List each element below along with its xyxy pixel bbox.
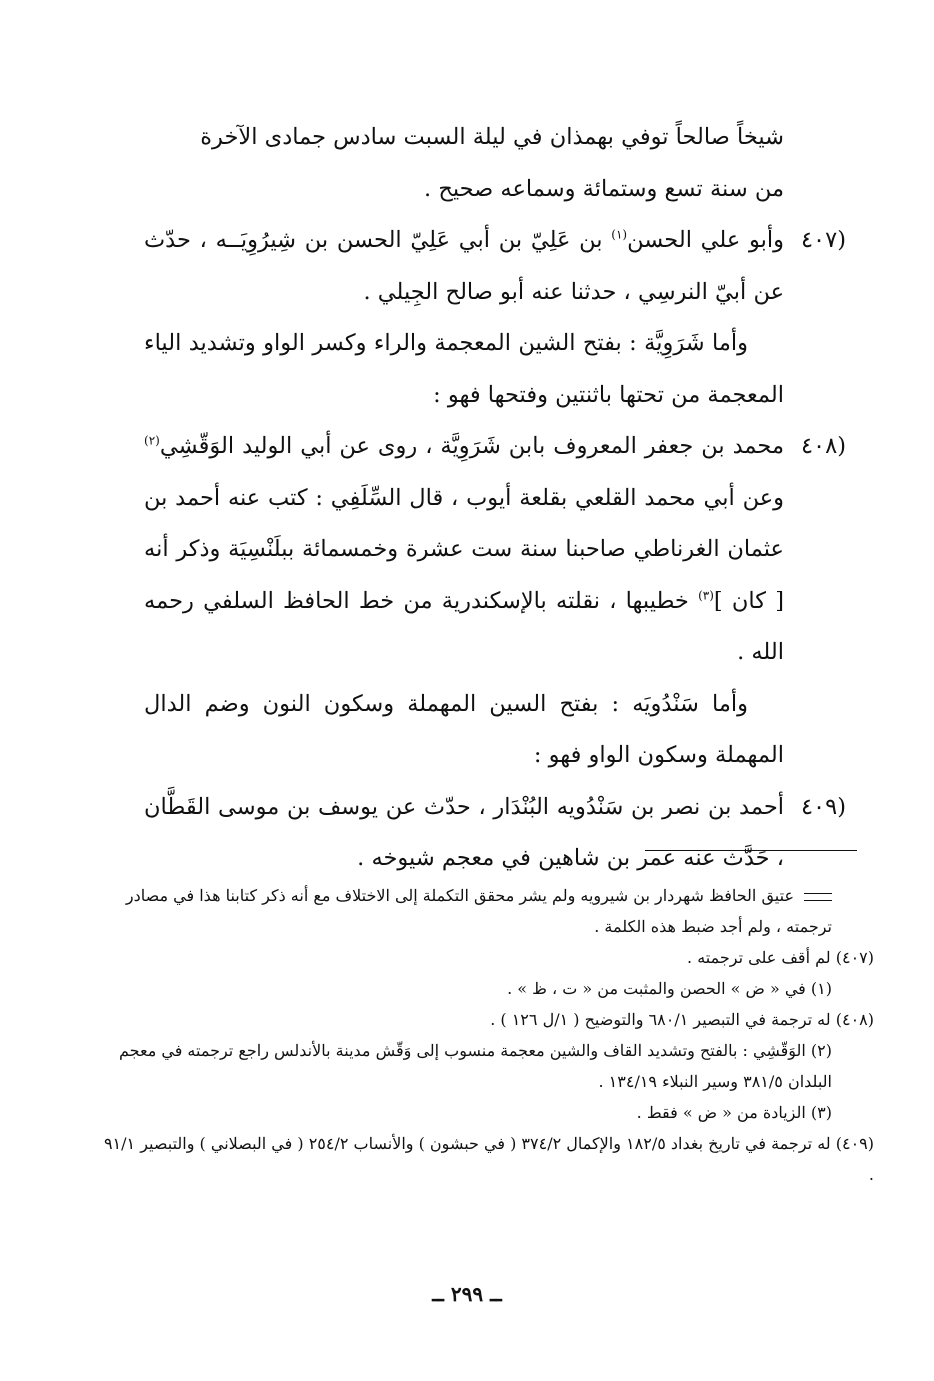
footnote-ref: (١) [611,227,628,242]
text-line: من سنة تسع وستمائة وسماعه صحيح . [424,175,784,202]
footnote-2: (٢) الوَقّشِي : بالفتح وتشديد القاف والشين معجمة منسوب إلى وَقّش مدينة بالأندلس راجع ترجمته في معجم البلدان ٣٨١/٥ وسير النبلاء ١٣٤/١٩ . [119,1041,832,1091]
entry-text: أحمد بن نصر بن سَنْدُويه البُنْدَار ، حدّث عن يوسف بن موسى القَطَّان ، حَدَّث عنه عمر بن شاهين في معجم شيوخه . [144,793,784,871]
footnote-3: (٣) الزيادة من « ض » فقط . [636,1103,832,1122]
page-number: ــ ٢٩٩ ــ [432,1282,502,1306]
footnote-separator [645,850,857,851]
footnote-407: (٤٠٧) لم أقف على ترجمته . [687,948,874,967]
entry-408 [144,421,846,679]
paragraph-continuation [144,112,784,215]
entry-number: (٤٠٧ [800,227,846,253]
main-text [144,112,846,885]
footnote-1: (١) في « ض » الحصن والمثبت من « ت ، ظ » . [507,979,832,998]
paragraph-note: وأما سَنْدُويَه : بفتح السين المهملة وسكون النون وضم الدال المهملة وسكون الواو فهو : [144,690,784,768]
footnote-408: (٤٠٨) له ترجمة في التبصير ٦٨٠/١ والتوضيح ( ١/ل ١٢٦ ) . [490,1010,874,1029]
footnote-continuation: عتيق الحافظ شهردار بن شيرويه ولم يشر محقق التكملة إلى الاختلاف مع أنه ذكر كتابنا هذا في مصادر ترجمته ، ولم أجد ضبط هذه الكلمة . [125,886,832,936]
text-line: شيخاً صالحاً توفي بهمذان في ليلة السبت سادس جمادى الآخرة [200,124,784,150]
entry-407 [144,215,846,318]
entry-text: وعن أبي محمد القلعي بقلعة أيوب ، قال السِّلَفِي : كتب عنه أحمد بن عثمان الغرناطي صاحبنا سنة ست عشرة وخمسمائة ببلَنْسِيَة وذكر أنه [ كان ] [144,484,785,614]
entry-text: خطيبها ، نقلته بالإسكندرية من خط الحافظ السلفي رحمه الله . [144,587,784,665]
entry-text: وأبو علي الحسن [627,227,785,253]
footnotes [94,880,874,1190]
footnote-409: (٤٠٩) له ترجمة في تاريخ بغداد ١٨٢/٥ والإكمال ٣٧٤/٢ ( في حبشون ) والأنساب ٢٥٤/٢ ( في البصلاني ) والتبصير ٩١/١ . [103,1134,874,1184]
entry-number: (٤٠٩ [800,793,846,820]
footnote-ref: (٢) [144,433,160,448]
entry-text: محمد بن جعفر المعروف بابن شَرَوِيَّة ، روى عن أبي الوليد الوَقّشِي [159,433,784,459]
entry-number: (٤٠٨ [800,433,846,459]
entry-text: بن عَلِيّ بن أبي عَلِيّ الحسن بن شِيرُوِيَــه ، حدّث عن أبيّ النرسِي ، حدثنا عنه أبو صالح الجِيلي . [144,227,784,305]
footnote-ref: (٣) [698,588,714,602]
paragraph-note: وأما شَرَوِيَّة : بفتح الشين المعجمة والراء وكسر الواو وتشديد الياء المعجمة من تحتها باثنتين وفتحها فهو : [144,330,784,408]
continuation-mark-icon [804,893,832,901]
entry-409 [144,782,846,885]
